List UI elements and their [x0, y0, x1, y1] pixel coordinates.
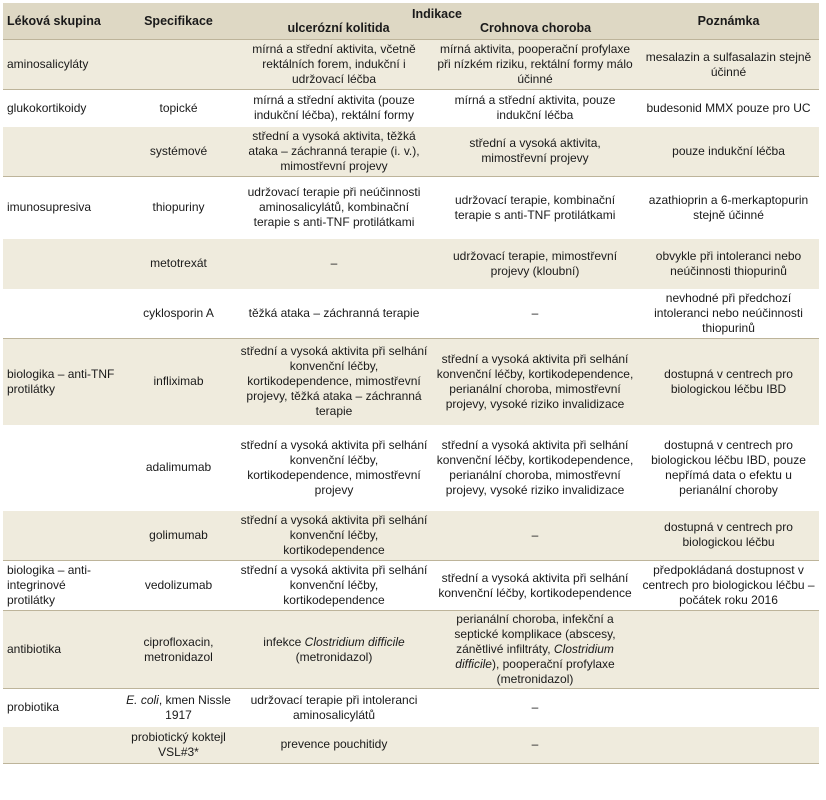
cell-crohns-disease: –: [432, 289, 638, 339]
cell-crohns-disease: střední a vysoká aktivita při selhání konvenční léčby, kortikodependence, perianální choroba, mimostřevní projevy, vysoké riziko invalidizace: [432, 339, 638, 425]
header-note: Poznámka: [638, 3, 819, 40]
cell-drug-group: biologika – anti-integrinové protilátky: [3, 561, 121, 611]
cell-crohns-disease: střední a vysoká aktivita, mimostřevní projevy: [432, 127, 638, 177]
table-header: [3, 3, 819, 40]
cell-note: [638, 611, 819, 689]
cell-specification: cyklosporin A: [121, 289, 236, 339]
cell-note: budesonid MMX pouze pro UC: [638, 90, 819, 127]
table-row: [3, 90, 819, 127]
cell-specification: systémové: [121, 127, 236, 177]
cell-specification: [121, 40, 236, 90]
header-indication-subheaders: [240, 21, 634, 35]
header-drug-group: Léková skupina: [3, 3, 121, 40]
cell-drug-group: [3, 289, 121, 339]
cell-drug-group: [3, 511, 121, 561]
header-crohns-disease: Crohnova choroba: [479, 21, 592, 35]
cell-specification: infliximab: [121, 339, 236, 425]
table-row: [3, 239, 819, 289]
cell-crohns-disease: perianální choroba, infekční a septické komplikace (abscesy, zánětlivé infiltráty, Clostridium difficile), pooperační profylaxe (metronidazol): [432, 611, 638, 689]
cell-crohns-disease: –: [432, 511, 638, 561]
cell-crohns-disease: –: [432, 727, 638, 764]
cell-crohns-disease: mírná aktivita, pooperační profylaxe při nízkém riziku, rektální formy málo účinné: [432, 40, 638, 90]
cell-drug-group: imunosupresiva: [3, 177, 121, 239]
cell-specification: topické: [121, 90, 236, 127]
cell-drug-group: [3, 127, 121, 177]
cell-drug-group: aminosalicyláty: [3, 40, 121, 90]
table-row: [3, 689, 819, 727]
cell-crohns-disease: střední a vysoká aktivita při selhání konvenční léčby, kortikodependence, perianální choroba, mimostřevní projevy, vysoké riziko invalidizace: [432, 425, 638, 511]
cell-drug-group: glukokortikoidy: [3, 90, 121, 127]
cell-specification: ciprofloxacin, metronidazol: [121, 611, 236, 689]
cell-drug-group: antibiotika: [3, 611, 121, 689]
table-row: [3, 289, 819, 339]
cell-drug-group: [3, 425, 121, 511]
cell-specification: metotrexát: [121, 239, 236, 289]
table-row: [3, 425, 819, 511]
cell-specification: vedolizumab: [121, 561, 236, 611]
cell-ulcerative-colitis: střední a vysoká aktivita, těžká ataka – záchranná terapie (i. v.), mimostřevní projevy: [236, 127, 432, 177]
table-row: [3, 177, 819, 239]
cell-crohns-disease: mírná a střední aktivita, pouze indukční léčba: [432, 90, 638, 127]
cell-drug-group: [3, 239, 121, 289]
cell-ulcerative-colitis: –: [236, 239, 432, 289]
cell-note: nevhodné při předchozí intoleranci nebo neúčinnosti thiopurinů: [638, 289, 819, 339]
cell-note: dostupná v centrech pro biologickou léčbu IBD, pouze nepřímá data o efektu u perianální choroby: [638, 425, 819, 511]
cell-note: pouze indukční léčba: [638, 127, 819, 177]
cell-crohns-disease: udržovací terapie, kombinační terapie s anti-TNF protilátkami: [432, 177, 638, 239]
header-indication-title: Indikace: [411, 7, 463, 21]
table-row: [3, 727, 819, 764]
cell-ulcerative-colitis: udržovací terapie při intoleranci aminosalicylátů: [236, 689, 432, 727]
cell-specification: golimumab: [121, 511, 236, 561]
cell-ulcerative-colitis: střední a vysoká aktivita při selhání konvenční léčby, kortikodependence, mimostřevní projevy: [236, 425, 432, 511]
cell-ulcerative-colitis: prevence pouchitidy: [236, 727, 432, 764]
cell-drug-group: [3, 727, 121, 764]
cell-crohns-disease: střední a vysoká aktivita při selhání konvenční léčby, kortikodependence: [432, 561, 638, 611]
cell-specification: probiotický koktejl VSL#3*: [121, 727, 236, 764]
table-row: [3, 339, 819, 425]
cell-crohns-disease: –: [432, 689, 638, 727]
cell-note: azathioprin a 6-merkaptopurin stejně účinné: [638, 177, 819, 239]
table-row: [3, 611, 819, 689]
table-row: [3, 40, 819, 90]
table-row: [3, 127, 819, 177]
cell-note: dostupná v centrech pro biologickou léčbu IBD: [638, 339, 819, 425]
cell-ulcerative-colitis: udržovací terapie při neúčinnosti aminosalicylátů, kombinační terapie s anti-TNF protilátkami: [236, 177, 432, 239]
cell-note: [638, 689, 819, 727]
cell-note: předpokládaná dostupnost v centrech pro biologickou léčbu – počátek roku 2016: [638, 561, 819, 611]
cell-note: [638, 727, 819, 764]
cell-ulcerative-colitis: střední a vysoká aktivita při selhání konvenční léčby, kortikodependence, mimostřevní projevy, těžká ataka – záchranná terapie: [236, 339, 432, 425]
header-ulcerative-colitis: ulcerózní kolitida: [287, 21, 390, 35]
cell-ulcerative-colitis: mírná a střední aktivita (pouze indukční léčba), rektální formy: [236, 90, 432, 127]
header-indication: [236, 3, 638, 40]
cell-crohns-disease: udržovací terapie, mimostřevní projevy (kloubní): [432, 239, 638, 289]
cell-note: obvykle při intoleranci nebo neúčinnosti thiopurinů: [638, 239, 819, 289]
cell-specification: E. coli, kmen Nissle 1917: [121, 689, 236, 727]
table-body: [3, 40, 819, 764]
cell-ulcerative-colitis: mírná a střední aktivita, včetně rektálních forem, indukční i udržovací léčba: [236, 40, 432, 90]
cell-specification: adalimumab: [121, 425, 236, 511]
drug-table: [3, 3, 819, 764]
cell-ulcerative-colitis: infekce Clostridium difficile (metronidazol): [236, 611, 432, 689]
header-specification: Specifikace: [121, 3, 236, 40]
cell-drug-group: probiotika: [3, 689, 121, 727]
cell-drug-group: biologika – anti-TNF protilátky: [3, 339, 121, 425]
table-row: [3, 561, 819, 611]
cell-ulcerative-colitis: střední a vysoká aktivita při selhání konvenční léčby, kortikodependence: [236, 511, 432, 561]
table-row: [3, 511, 819, 561]
cell-note: mesalazin a sulfasalazin stejně účinné: [638, 40, 819, 90]
cell-note: dostupná v centrech pro biologickou léčbu: [638, 511, 819, 561]
cell-ulcerative-colitis: střední a vysoká aktivita při selhání konvenční léčby, kortikodependence: [236, 561, 432, 611]
cell-specification: thiopuriny: [121, 177, 236, 239]
cell-ulcerative-colitis: těžká ataka – záchranná terapie: [236, 289, 432, 339]
